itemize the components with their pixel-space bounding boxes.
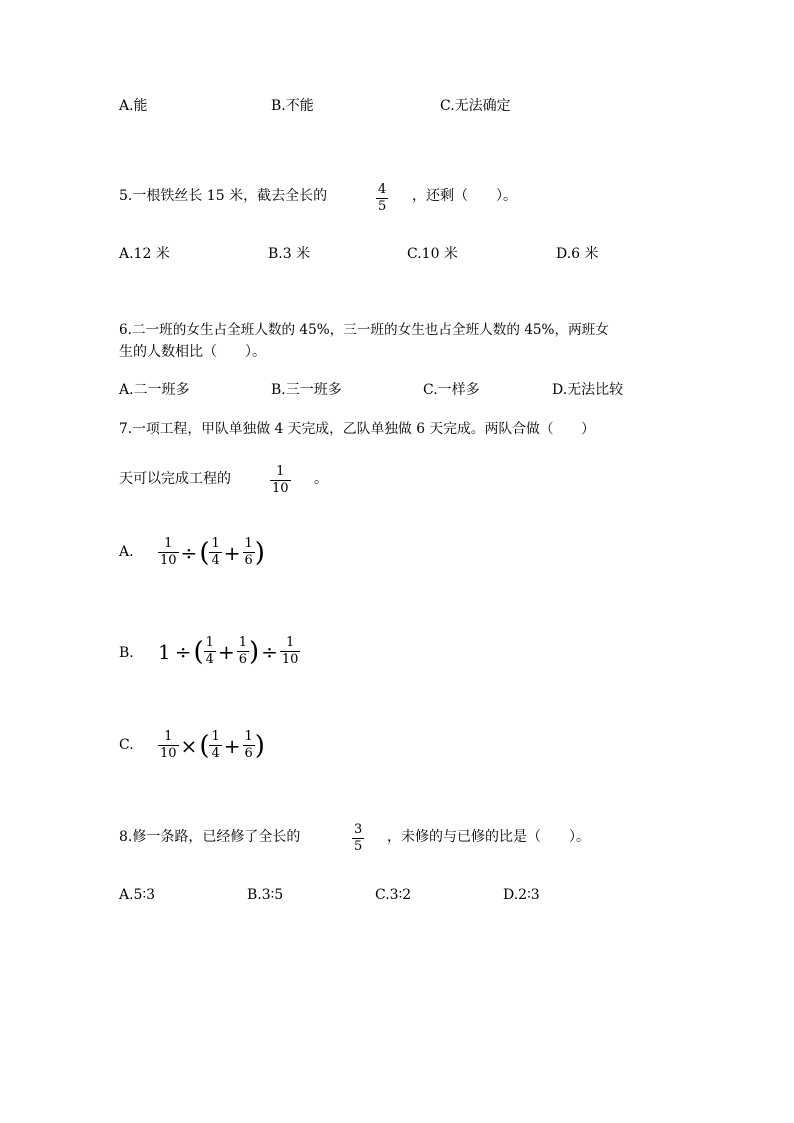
fraction-denominator: 10 <box>160 553 177 568</box>
fraction-denominator: 6 <box>244 746 253 761</box>
fraction-numerator: 1 <box>164 536 173 551</box>
expr-fraction <box>280 636 301 667</box>
q7-fraction <box>270 465 291 496</box>
right-paren: ) <box>248 636 260 667</box>
q4-option-a[interactable]: A.能 <box>119 98 148 114</box>
q6-option-d[interactable]: D.无法比较 <box>552 382 624 398</box>
divide-operator: ÷ <box>180 540 198 565</box>
plus-operator: + <box>223 540 241 565</box>
q7-option-c-label[interactable]: C. <box>119 737 134 753</box>
left-paren: ( <box>199 537 210 568</box>
expr-fraction <box>158 730 179 761</box>
q7-stem-line1: 7.一项工程，甲队单独做 4 天完成，乙队单独做 6 天完成。两队合做（ ） <box>119 421 595 437</box>
fraction-numerator: 3 <box>354 822 363 837</box>
expr-fraction <box>243 730 255 761</box>
right-paren: ) <box>254 537 265 568</box>
plus-operator: + <box>223 733 241 758</box>
fraction-denominator: 6 <box>244 553 253 568</box>
q7-option-b-label[interactable]: B. <box>119 645 134 661</box>
q7-stem-line2-before: 天可以完成工程的 <box>119 471 231 487</box>
q8-option-b[interactable]: B.3∶5 <box>247 887 284 903</box>
divide-operator: ÷ <box>174 639 192 664</box>
fraction-denominator: 5 <box>378 199 387 214</box>
fraction-numerator: 1 <box>211 536 220 551</box>
lead-number: 1 <box>158 639 171 664</box>
expr-fraction <box>237 636 249 667</box>
right-paren: ) <box>254 730 265 761</box>
q7-option-c-expression[interactable] <box>158 730 265 761</box>
q4-option-b[interactable]: B.不能 <box>271 98 314 114</box>
expr-fraction <box>209 537 221 568</box>
fraction-denominator: 10 <box>281 652 299 667</box>
fraction-numerator: 1 <box>164 729 173 744</box>
fraction-denominator: 6 <box>238 652 247 667</box>
q5-option-c[interactable]: C.10 米 <box>407 246 458 262</box>
expr-fraction <box>158 537 179 568</box>
q6-stem-line1: 6.二一班的女生占全班人数的 45%，三一班的女生也占全班人数的 45%，两班女 <box>119 322 609 338</box>
fraction-numerator: 1 <box>205 635 214 650</box>
q8-fraction <box>352 823 364 854</box>
q6-option-c[interactable]: C.一样多 <box>423 382 480 398</box>
divide-operator: ÷ <box>261 639 278 664</box>
q7-option-a-label[interactable]: A. <box>119 544 134 560</box>
plus-operator: + <box>217 639 235 664</box>
fraction-denominator: 10 <box>160 746 177 761</box>
q8-option-c[interactable]: C.3∶2 <box>375 887 412 903</box>
q8-option-d[interactable]: D.2∶3 <box>503 887 540 903</box>
fraction-numerator: 1 <box>238 635 247 650</box>
fraction-denominator: 10 <box>272 481 289 496</box>
multiply-operator: × <box>180 733 198 758</box>
fraction-numerator: 1 <box>211 729 220 744</box>
q6-option-b[interactable]: B.三一班多 <box>271 382 342 398</box>
q6-option-a[interactable]: A.二一班多 <box>119 382 190 398</box>
q8-stem-after: ，未修的与已修的比是（ ）。 <box>387 829 590 845</box>
fraction-numerator: 1 <box>244 729 253 744</box>
q8-option-a[interactable]: A.5∶3 <box>119 887 156 903</box>
q5-option-d[interactable]: D.6 米 <box>556 246 599 262</box>
q7-stem-line2-after: 。 <box>314 471 328 487</box>
fraction-denominator: 5 <box>354 839 363 854</box>
left-paren: ( <box>199 730 210 761</box>
fraction-denominator: 4 <box>205 652 214 667</box>
q5-stem-before: 5.一根铁丝长 15 米，截去全长的 <box>119 188 328 204</box>
expr-fraction <box>243 537 255 568</box>
q5-option-b[interactable]: B.3 米 <box>268 246 311 262</box>
q5-option-a[interactable]: A.12 米 <box>119 246 170 262</box>
q5-fraction <box>376 183 388 214</box>
fraction-numerator: 4 <box>378 182 387 197</box>
fraction-numerator: 1 <box>276 464 285 479</box>
left-paren: ( <box>193 636 204 667</box>
expr-fraction <box>209 730 221 761</box>
expr-fraction <box>204 636 216 667</box>
fraction-denominator: 4 <box>211 746 220 761</box>
q6-stem-line2: 生的人数相比（ ）。 <box>119 344 266 360</box>
fraction-numerator: 1 <box>244 536 253 551</box>
fraction-denominator: 4 <box>211 553 220 568</box>
q7-option-b-expression[interactable] <box>158 636 300 667</box>
q8-stem-before: 8.修一条路，已经修了全长的 <box>119 829 301 845</box>
fraction-numerator: 1 <box>286 635 295 650</box>
q5-stem-after: ，还剩（ ）。 <box>412 188 517 204</box>
q7-option-a-expression[interactable] <box>158 537 265 568</box>
q4-option-c[interactable]: C.无法确定 <box>440 98 511 114</box>
